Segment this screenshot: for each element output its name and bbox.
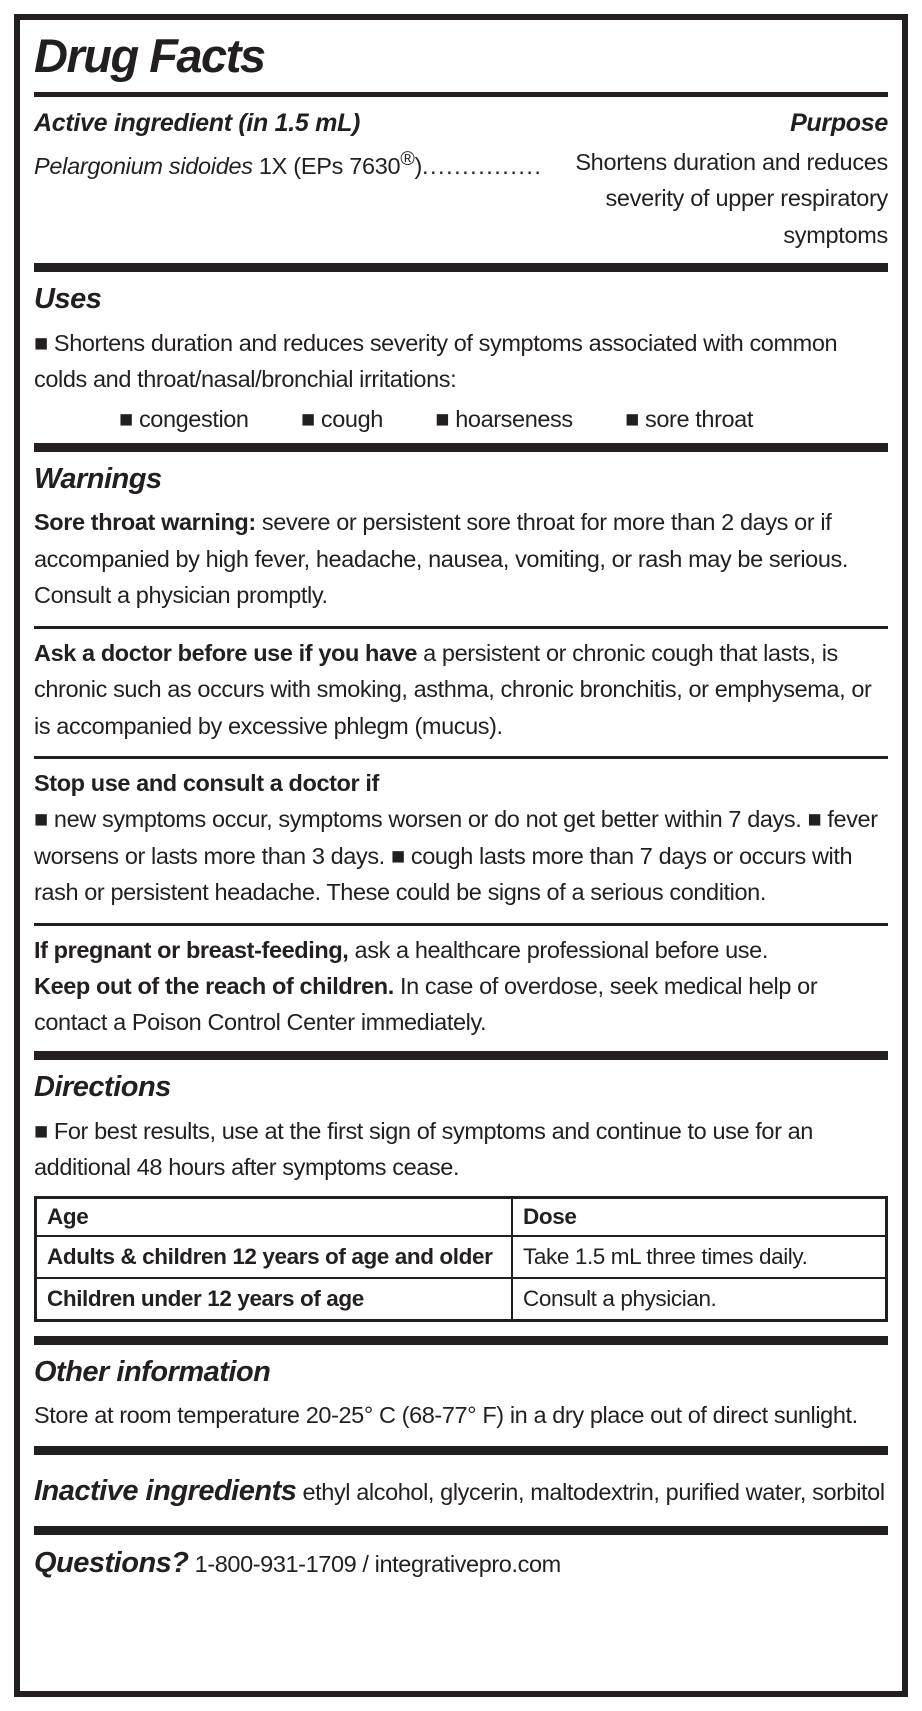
warnings-subdivider — [34, 756, 888, 759]
directions-intro — [34, 1113, 888, 1186]
purpose-text — [542, 144, 888, 253]
questions-heading: Questions? — [34, 1546, 189, 1579]
bullet-icon: ■ — [435, 405, 450, 432]
pregnant-warning — [34, 932, 888, 968]
inactive-ingredients-heading: Inactive ingredients — [34, 1474, 297, 1507]
registered-trademark-icon: ® — [400, 147, 415, 170]
keep-out-warning — [34, 968, 888, 1041]
active-ingredient-heading: Active ingredient (in 1.5 mL) — [34, 108, 361, 137]
purpose-heading: Purpose — [790, 108, 888, 137]
bullet-icon: ■ — [34, 1117, 48, 1144]
keep-out-text: In case of overdose, seek medical help or contact a Poison Control Center immediately. — [34, 973, 818, 1036]
stop-use-text: new symptoms occur, symptoms worsen or do not get better within 7 days. ■ fever worsens or lasts more than 3 days. ■ cough lasts more than 7 days or occurs with rash or persistent headache. These could be signs of a serious condition. — [34, 806, 878, 906]
ingredient-name — [34, 144, 542, 253]
dosage-dose-cell: Consult a physician. — [512, 1278, 886, 1321]
other-information-heading: Other information — [34, 1355, 271, 1388]
symptom-item — [625, 406, 753, 433]
section-divider-other-info — [34, 1336, 888, 1345]
symptom-item — [119, 406, 249, 433]
drug-facts-label — [14, 14, 908, 1697]
uses-heading: Uses — [34, 282, 102, 315]
section-divider-warnings — [34, 443, 888, 452]
directions-heading: Directions — [34, 1070, 171, 1103]
inactive-ingredients — [34, 1469, 888, 1514]
ingredient-close-paren: ) — [414, 152, 422, 179]
active-ingredient-header-row — [34, 109, 888, 138]
symptom-item — [435, 406, 572, 433]
dosage-table-header-row — [36, 1197, 887, 1236]
symptom-item — [301, 406, 383, 433]
active-ingredient-row — [34, 144, 888, 253]
symptom-label: sore throat — [645, 405, 753, 432]
bullet-icon: ■ — [34, 806, 48, 833]
directions-intro-text: For best results, use at the first sign of symptoms and continue to use for an additional 48 hours after symptoms cease. — [34, 1117, 813, 1181]
sore-throat-warning-text: severe or persistent sore throat for more than 2 days or if accompanied by high fever, headache, nausea, vomiting, or rash may be serious. Consult a physician promptly. — [34, 509, 848, 609]
ingredient-scientific-name: Pelargonium sidoides — [34, 152, 253, 179]
symptom-list — [34, 404, 888, 443]
section-divider-inactive — [34, 1446, 888, 1455]
inactive-ingredients-list: ethyl alcohol, glycerin, maltodextrin, purified water, sorbitol — [296, 1478, 885, 1505]
ask-doctor-text: a persistent or chronic cough that lasts, is chronic such as occurs with smoking, asthma, chronic bronchitis, or emphysema, or is accompanied by excessive phlegm (mucus). — [34, 639, 872, 739]
dosage-age-cell: Children under 12 years of age — [36, 1278, 513, 1321]
dosage-table-header-age: Age — [36, 1197, 513, 1236]
questions-contact: 1-800-931-1709 / integrativepro.com — [188, 1550, 561, 1577]
bullet-icon: ■ — [119, 405, 133, 432]
ingredient-potency: 1X (EPs 7630 — [252, 152, 401, 179]
section-divider-uses — [34, 263, 888, 272]
pregnant-lead: If pregnant or breast-feeding, — [34, 936, 349, 963]
section-divider-questions — [34, 1526, 888, 1535]
pregnancy-children-warning — [34, 932, 888, 1041]
bullet-icon: ■ — [34, 329, 48, 356]
bullet-icon: ■ — [300, 405, 315, 432]
dosage-dose-cell: Take 1.5 mL three times daily. — [512, 1236, 886, 1278]
dosage-table — [34, 1196, 888, 1322]
drug-facts-title: Drug Facts — [34, 29, 265, 82]
table-row — [36, 1236, 887, 1278]
sore-throat-warning-lead: Sore throat warning: — [34, 509, 256, 536]
storage-instructions: Store at room temperature 20-25° C (68-77° F) in a dry place out of direct sunlight. — [34, 1402, 858, 1429]
ask-doctor-warning — [34, 635, 888, 744]
section-divider-directions — [34, 1051, 888, 1060]
table-row — [36, 1278, 887, 1321]
uses-intro-text: Shortens duration and reduces severity of symptoms associated with common colds and throat/nasal/bronchial irritations: — [34, 329, 838, 393]
title-rule — [34, 92, 888, 97]
uses-intro — [34, 325, 888, 398]
pregnant-text: ask a healthcare professional before use. — [348, 936, 768, 963]
dosage-age-cell: Adults & children 12 years of age and older — [36, 1236, 513, 1278]
warnings-subdivider — [34, 923, 888, 926]
bullet-icon: ■ — [625, 405, 639, 432]
symptom-label: hoarseness — [455, 405, 573, 432]
leader-dots: ............... — [422, 152, 543, 179]
symptom-label: congestion — [138, 405, 249, 432]
questions-section — [34, 1541, 888, 1586]
purpose-text-line2: severity of upper respiratory symptoms — [605, 185, 888, 248]
ask-doctor-lead: Ask a doctor before use if you have — [34, 639, 417, 666]
stop-use-lead: Stop use and consult a doctor if — [34, 769, 379, 796]
symptom-label: cough — [320, 405, 383, 432]
warnings-heading: Warnings — [34, 462, 162, 495]
dosage-table-header-dose: Dose — [512, 1197, 886, 1236]
warnings-subdivider — [34, 626, 888, 629]
sore-throat-warning — [34, 504, 888, 613]
purpose-text-line1: Shortens duration and reduces — [575, 148, 888, 175]
keep-out-lead: Keep out of the reach of children. — [34, 973, 394, 1000]
stop-use-warning — [34, 765, 888, 911]
